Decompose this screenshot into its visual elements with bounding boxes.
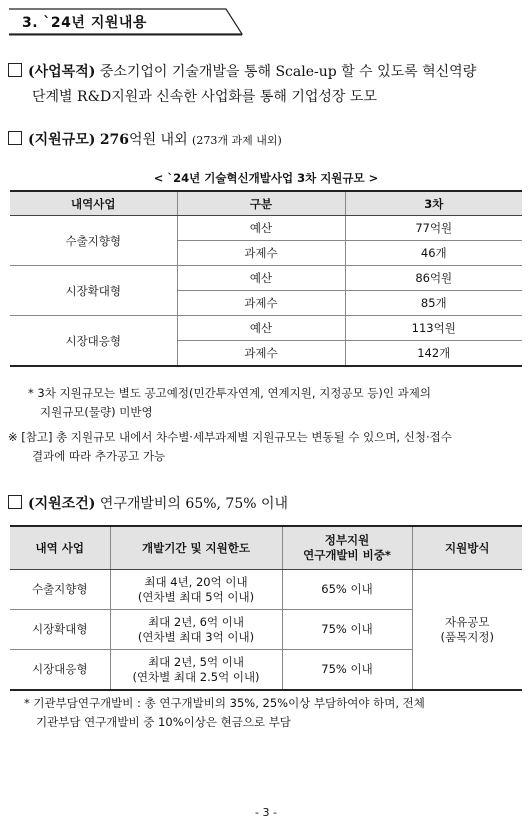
table1-caption: < `24년 기술혁신개발사업 3차 지원규모 > xyxy=(153,171,379,185)
period-line: (연차별 최대 2.5억 이내) xyxy=(132,669,260,684)
footnote-2-line1: * 기관부담연구개발비 : 총 연구개발비의 35%, 25%이상 부담하여야 하며, 전체 xyxy=(24,696,425,710)
footnote-1-line1: * 3차 지원규모는 별도 공고예정(민간투자연계, 연계지원, 지정공모 등)인 과제의 xyxy=(28,386,431,400)
value-cell: 113억원 xyxy=(345,316,522,341)
support-conditions-table xyxy=(10,525,522,691)
category-cell: 예산 xyxy=(177,266,345,291)
conditions-label: (지원조건) xyxy=(28,496,96,512)
footnote-1-line2: 지원규모(물량) 미반영 xyxy=(40,405,153,419)
table-header-row xyxy=(10,526,522,570)
category-cell: 과제수 xyxy=(177,291,345,316)
footnote-2 xyxy=(24,694,524,732)
header-cell: 3차 xyxy=(345,191,522,216)
table-header-row xyxy=(10,191,522,216)
period-line: 최대 4년, 20억 이내 xyxy=(144,574,248,589)
scale-paragraph xyxy=(8,128,524,153)
program-name: 수출지향형 xyxy=(10,570,110,610)
scale-note: (273개 과제 내외) xyxy=(192,134,282,147)
period-line: (연차별 최대 3억 이내) xyxy=(137,629,255,644)
conditions-text: 연구개발비의 65%, 75% 이내 xyxy=(99,496,289,512)
program-name: 수출지향형 xyxy=(65,233,122,248)
method-line: (품목지정) xyxy=(440,629,494,644)
header-cell: 구분 xyxy=(177,191,345,216)
value-cell: 142개 xyxy=(345,341,522,367)
checkbox-square-icon xyxy=(8,131,22,145)
period-cell xyxy=(110,610,282,650)
section-heading xyxy=(8,8,242,34)
header-line: 연구개발비 비중* xyxy=(303,548,391,562)
header-cell: 내역사업 xyxy=(10,191,177,216)
category-cell: 예산 xyxy=(177,316,345,341)
program-name: 시장확대형 xyxy=(10,266,177,316)
value-cell: 46개 xyxy=(345,241,522,266)
ratio-cell: 75% 이내 xyxy=(282,650,412,691)
header-line: 정부지원 xyxy=(324,533,370,547)
program-name: 시장대응형 xyxy=(10,650,110,691)
reference-line1: [참고] 총 지원규모 내에서 차수별·세부과제별 지원규모는 변동될 수 있으며, 신청·접수 xyxy=(21,430,452,444)
period-cell xyxy=(110,650,282,691)
header-cell: 내역 사업 xyxy=(10,526,110,570)
footnote-1 xyxy=(28,384,524,422)
value-cell: 77억원 xyxy=(345,216,522,241)
reference-note xyxy=(8,428,524,466)
table-row xyxy=(10,316,522,341)
checkbox-square-icon xyxy=(8,495,22,509)
scale-label: (지원규모) xyxy=(28,132,96,148)
reference-mark: ※ xyxy=(8,430,18,444)
header-cell xyxy=(282,526,412,570)
section-title: 3. `24년 지원내용 xyxy=(22,15,147,31)
value-cell: 85개 xyxy=(345,291,522,316)
purpose-label: (사업목적) xyxy=(28,64,96,80)
period-cell xyxy=(110,570,282,610)
header-cell: 지원방식 xyxy=(412,526,522,570)
period-line: 최대 2년, 6억 이내 xyxy=(148,614,244,629)
method-line: 자유공모 xyxy=(445,614,490,629)
category-cell: 과제수 xyxy=(177,241,345,266)
page-number: - 3 - xyxy=(255,806,277,819)
program-name: 시장대응형 xyxy=(10,316,177,367)
ratio-cell: 75% 이내 xyxy=(282,610,412,650)
scale-amount: 276 xyxy=(99,132,130,148)
category-cell: 예산 xyxy=(177,216,345,241)
footnote-2-line2: 기관부담 연구개발비 중 10%이상은 현금으로 부담 xyxy=(36,715,291,729)
purpose-paragraph xyxy=(8,60,524,110)
table-row xyxy=(10,216,522,241)
conditions-paragraph xyxy=(8,492,524,517)
purpose-line1: 중소기업이 기술개발을 통해 Scale-up 할 수 있도록 혁신역량 xyxy=(99,64,477,80)
period-line: 최대 2년, 5억 이내 xyxy=(148,654,244,669)
value-cell: 86억원 xyxy=(345,266,522,291)
ratio-cell: 65% 이내 xyxy=(282,570,412,610)
purpose-line2: 단계별 R&D지원과 신속한 사업화를 통해 기업성장 도모 xyxy=(32,89,377,105)
method-cell xyxy=(412,570,522,691)
support-scale-table xyxy=(10,190,522,367)
program-name: 시장확대형 xyxy=(10,610,110,650)
table-row xyxy=(10,570,522,610)
checkbox-square-icon xyxy=(8,63,22,77)
category-cell: 과제수 xyxy=(177,341,345,367)
scale-text: 억원 내외 xyxy=(129,132,188,148)
period-line: (연차별 최대 5억 이내) xyxy=(137,589,255,604)
header-cell: 개발기간 및 지원한도 xyxy=(110,526,282,570)
reference-line2: 결과에 따라 추가공고 가능 xyxy=(32,449,166,463)
table-row xyxy=(10,266,522,291)
